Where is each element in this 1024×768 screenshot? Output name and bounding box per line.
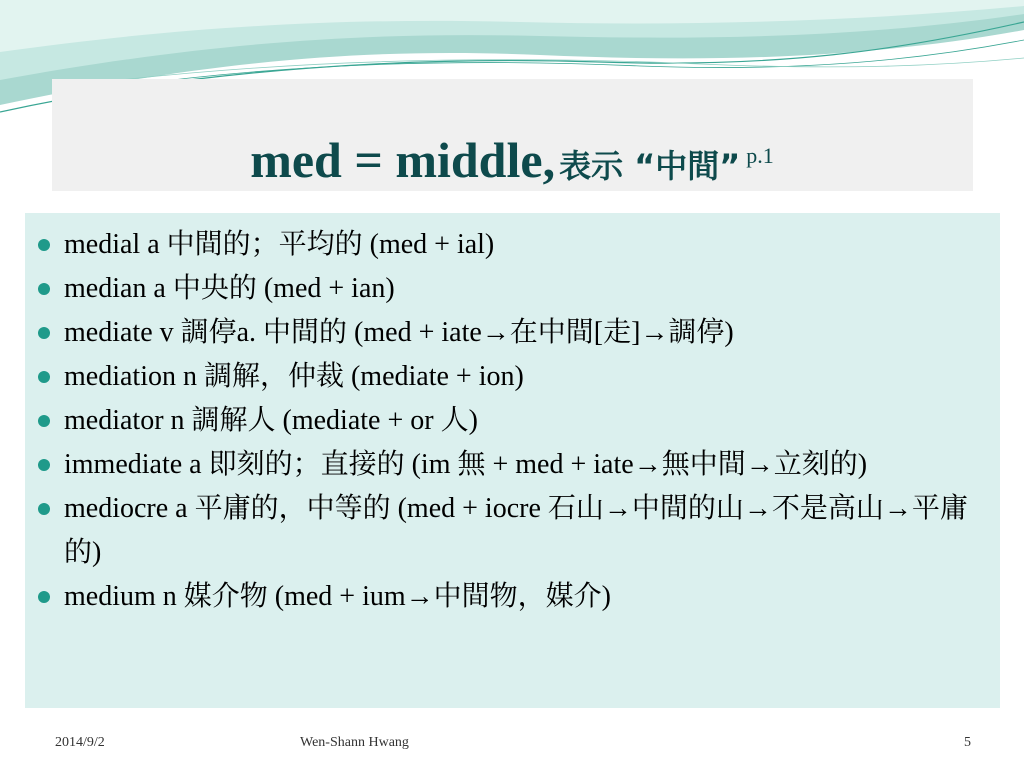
title-chinese: 表示 “中間” (559, 147, 741, 185)
footer-date: 2014/9/2 (55, 735, 105, 750)
bullet-dot-icon (38, 415, 50, 427)
list-item: mediator n 調解人 (mediate + or 人) (36, 399, 976, 443)
bullet-dot-icon (38, 239, 50, 251)
list-item: medial a 中間的；平均的 (med + ial) (36, 223, 976, 267)
list-item: mediation n 調解，仲裁 (mediate + ion) (36, 355, 976, 399)
bullet-dot-icon (38, 327, 50, 339)
vocab-list (36, 223, 976, 619)
list-item: mediate v 調停a. 中間的 (med + iate→在中間[走]→調停) (36, 311, 976, 355)
bullet-dot-icon (38, 283, 50, 295)
list-item: mediocre a 平庸的，中等的 (med + iocre 石山→中間的山→不是高山→平庸的) (36, 487, 976, 575)
title-main: med = middle, (250, 132, 556, 188)
title-page-marker: p.1 (746, 143, 774, 168)
footer-page-number: 5 (964, 735, 971, 750)
footer-author: Wen-Shann Hwang (300, 735, 409, 750)
list-item: immediate a 即刻的；直接的 (im 無 + med + iate→無中間→立刻的) (36, 443, 976, 487)
bullet-dot-icon (38, 503, 50, 515)
list-item: median a 中央的 (med + ian) (36, 267, 976, 311)
bullet-dot-icon (38, 591, 50, 603)
list-item: medium n 媒介物 (med + ium→中間物，媒介) (36, 575, 976, 619)
slide-title (0, 126, 1024, 196)
bullet-dot-icon (38, 459, 50, 471)
bullet-dot-icon (38, 371, 50, 383)
